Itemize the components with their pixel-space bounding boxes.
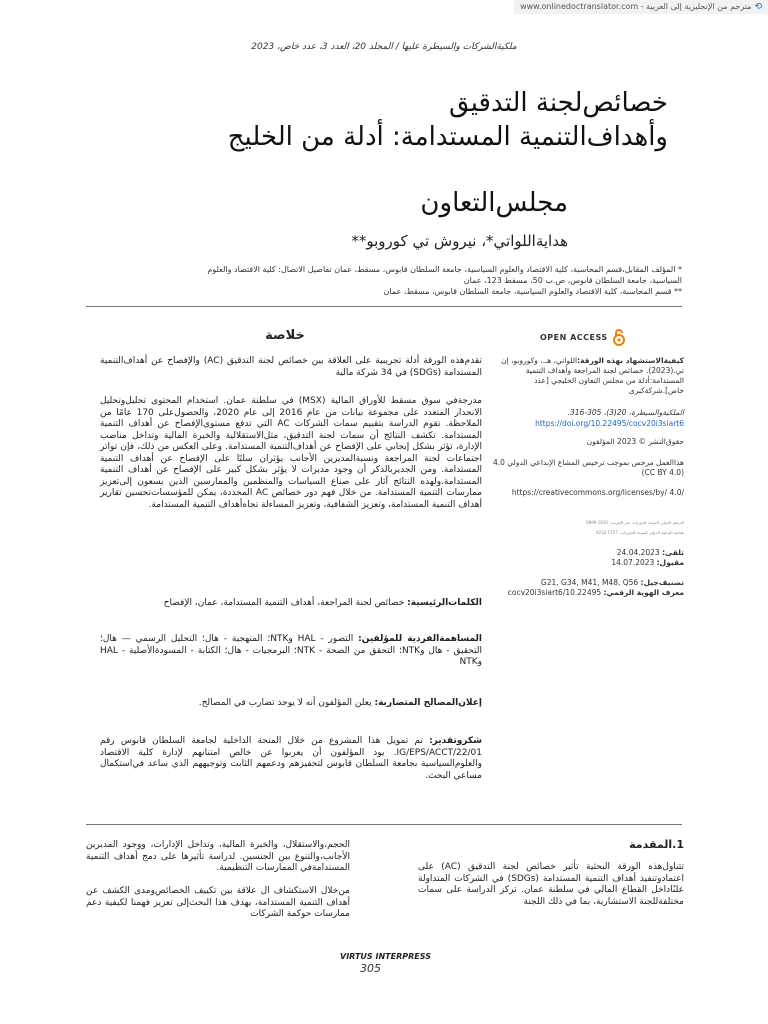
- contribution-text: التصور - HAL وNTK؛ المنهجية - هال؛ التحليل الرسمي — هال؛التحقيق - هال وNTK؛ التحقق من الصحة - NTK؛ البرمجيات - هال؛ الكتابة - المسودة‌الأصلية - HAL وNTK: [100, 634, 483, 667]
- translate-icon: ⟲: [754, 2, 762, 12]
- license-text: هذا‌العمل مرخص بموجب ترخيص المشاع الإبداعي الدولي 4.0 (CC BY 4.0): [492, 458, 684, 477]
- intro-right-column: تتناول‌هذه الورقة البحثية تأثير خصائص لجنة التدقيق (AC) على اعتماد‌وتنفيذ أهداف التنمية المستدامة (SDGs) في الشركات المتداولة علنًا‌داخل القطاع المالي في سلطنة عمان. تركز الدراسة على سمات مختلفة‌للجنة الاستشارية، بما في ذلك اللجنة: [418, 862, 684, 907]
- doi-short-value: 10.22495/cocv20i3siart6: [507, 588, 602, 597]
- intro-left-column-2: من‌خلال الاستكشاف ال علاقة بين تكييف الخصائص‌ومدى الكشف عن أهداف التنمية المستدامة، يهدف هذا البحث‌إلى تعزيز فهمنا لكيفية دعم ممارسات حوكمة الشركات: [86, 886, 350, 919]
- translator-banner[interactable]: [514, 0, 768, 14]
- jel-value: G21, G34, M41, M48, Q56: [540, 578, 639, 587]
- authors: هداية‌اللواتي*، نيروش تي كوروبو**: [351, 232, 568, 250]
- copyright: حقوق‌النشر © 2023 المؤلفون: [586, 437, 684, 446]
- affiliation-1b: السياسية، جامعة السلطان قابوس، ص.ب 50، مسقط 123، عمان: [463, 276, 682, 285]
- author-contribution: [100, 634, 482, 669]
- cite-journal-text: الملكية‌والسيطرة، 20(3)، 305-316.: [567, 408, 684, 417]
- abstract-paragraph-1: تقدم‌هذه الورقة أدلة تجريبية على العلاقة بين خصائص لجنة التدقيق (AC) والإفصاح عن أهداف‌التنمية المستدامة (SDGs) في 34 شركة مالية: [100, 356, 482, 378]
- keywords: [100, 598, 482, 610]
- abstract-divider: [86, 824, 682, 825]
- license-url[interactable]: https://creativecommons.org/licenses/by/ 4.0/: [511, 488, 684, 497]
- conflict-text: يعلن المؤلفون أنه لا يوجد تضارب في المصالح.: [198, 698, 372, 708]
- doi-short-label: معرف الهوية الرقمي:: [603, 588, 684, 597]
- doi-short: [492, 588, 684, 598]
- open-lock-icon: [612, 328, 626, 346]
- keywords-text: خصائص لجنة المراجعة، أهداف التنمية المستدامة، عمان، الإفصاح: [163, 598, 405, 608]
- intro-heading: 1.المقدمة: [629, 838, 684, 851]
- title-line-3: مجلس‌التعاون: [420, 188, 568, 218]
- conflict-label: إعلان‌المصالح المتضاربة:: [374, 698, 482, 708]
- doi-link[interactable]: https://doi.org/10.22495/cocv20i3siart6: [535, 419, 684, 428]
- received-label: تلقى:: [662, 548, 684, 557]
- received-value: 24.04.2023: [616, 548, 660, 557]
- jel-label: تصنيف‌جيل:: [640, 578, 684, 587]
- title-line-1: خصائص‌لجنة التدقيق: [449, 88, 668, 118]
- issn-print: طباعة الترقيم الدولي الموحد للدوريات: 1727-9232: [596, 530, 684, 535]
- translator-banner-text: مترجم من الإنجليزية إلى العربية - www.onlinedoctranslator.com: [520, 2, 752, 11]
- jel-classification: [492, 578, 684, 588]
- header-divider: [86, 306, 682, 307]
- journal-line: ملكية‌الشركات والسيطرة عليها / المجلد 20، العدد 3، عدد خاص، 2023: [251, 42, 517, 52]
- open-access-label: OPEN ACCESS: [540, 332, 608, 342]
- cite-label: كيفية‌الاستشهاد بهذه الورقة:: [577, 356, 684, 365]
- affiliation-2: ** قسم المحاسبة، كلية الاقتصاد والعلوم السياسية، جامعة السلطان قابوس، مسقط، عمان: [383, 287, 682, 296]
- publisher-logo: VIRTUS INTERPRESS: [340, 952, 431, 961]
- accepted-date: [492, 558, 684, 568]
- acknowledgement-text: تم تمويل هذا المشروع من خلال المنحة الداخلية لجامعة السلطان قابوس رقم IG/EPS/ACCT/22/01. يود المؤلفون أن يعربوا عن خالص امتنانهم لإدارة كلية الاقتصاد والعلوم‌السياسية بجامعة السلطان قابوس لتحفيزهم ودعمهم الثابت وتوجيههم الذي ساعد في‌استكمال مساعي البحث.: [100, 736, 482, 781]
- affiliation-1: * المؤلف المقابل،قسم المحاسبة، كلية الاقتصاد والعلوم السياسية، جامعة السلطان قابوس، مسقط، عمان تفاصيل الاتصال: كلية الاقتصاد والعلوم: [207, 265, 682, 274]
- accepted-label: مقبول:: [656, 558, 684, 567]
- keywords-label: الكلمات‌الرئيسية:: [407, 598, 482, 608]
- contribution-label: المساهمة‌الفردية للمؤلفين:: [358, 634, 482, 644]
- cite-text: اللواتي، هـ.، وكوروبو، إن تي.(2023). خصائص لجنة المراجعة وأهداف التنمية المستدامة:أدلة من مجلس التعاون الخليجي [عدد خاص].شركة‌كبرى: [501, 356, 684, 395]
- page-number: 305: [360, 962, 381, 975]
- abstract-heading: خلاصة: [265, 328, 305, 343]
- cite-journal: [492, 408, 684, 418]
- conflict-of-interest: [100, 698, 482, 710]
- title-line-2: وأهداف‌التنمية المستدامة: أدلة من الخليج: [227, 122, 668, 152]
- acknowledgement: [100, 736, 482, 782]
- abstract-paragraph-2: مدرجة‌في سوق مسقط للأوراق المالية (MSX) في سلطنة عمان. استخدام المحتوى تحليل‌وتحليل الانحدار المتعدد على مجموعة بيانات من عام 2016 إلى عام 2020، والحصول‌على 170 عامًا من الملاحظة. تقوم الدراسة بتقييم سمات الشركات AC التي تدفع مستوى‌الإفصاح عن أهداف التنمية المستدامة. تكشف النتائج أن سمات لجنة التدقيق، مثل‌الاستقلالية والخبرة المالية وتداخل مناصب الإدارة، تؤثر بشكل إيجابي على الإفصاح عن أهداف‌التنمية المستدامة. وعلى العكس من ذلك، فإن تواتر اجتماعات لجنة المراجعة ونسبة‌المديرين الأجانب يؤثران سلبًا على الإفصاح عن أهداف التنمية المستدامة. ومن الجدير‌بالذكر أن وجود مديرات لا يؤثر بشكل كبير على الإفصاح عن أهداف التنمية المستدامة.ولهذه النتائج آثار على صناع السياسات والمنظمين والممارسين الذين يسعون إلى‌تعزيز ممارسات التنمية المستدامة. من خلال فهم دور خصائص AC المحددة، يمكن للمؤسسات‌تحسين تقارير أهداف التنمية المستدامة، وتعزيز الشفافية، وتعزيز المساءلة تجاه‌أهداف التنمية المستدامة.: [100, 396, 482, 510]
- issn-online: الترقيم الدولي الموحد للدوريات عبر الإنترنت: 1810-0899: [586, 520, 684, 525]
- intro-left-column-1: الحجم،والاستقلال، والخبرة المالية، وتداخل الإدارات، ووجود المديرين الأجانب،والتنوع بين الجنسين. لدراسة تأثيرها على دمج أهداف التنمية المستدامة‌في الممارسات التنظيمية.: [86, 840, 350, 873]
- accepted-value: 14.07.2023: [611, 558, 655, 567]
- open-access-badge: [540, 326, 640, 348]
- acknowledgement-label: شكروتقدير:: [429, 736, 482, 746]
- citation-block: [492, 356, 684, 396]
- received-date: [492, 548, 684, 558]
